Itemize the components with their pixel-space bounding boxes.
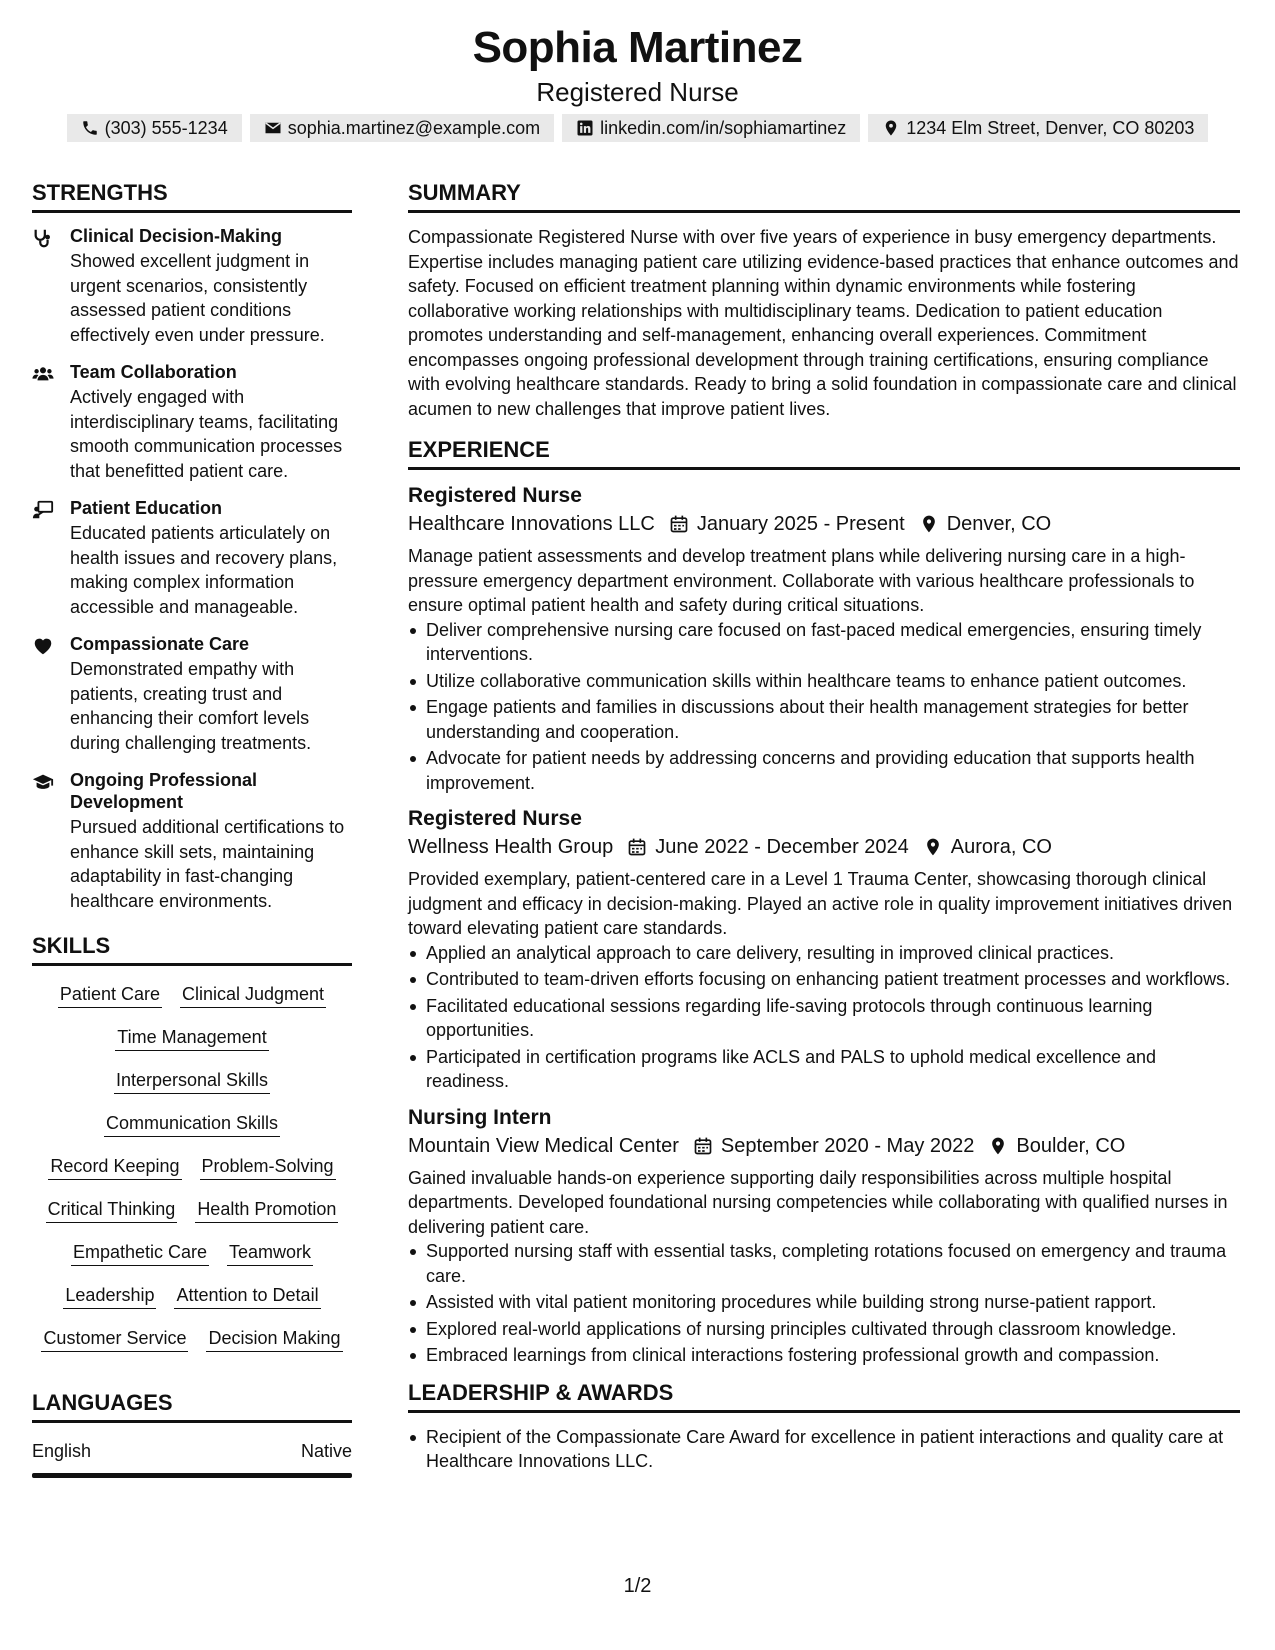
- resume-header: [0, 22, 1275, 108]
- strength-title: Compassionate Care: [70, 634, 250, 654]
- strength-title: Ongoing Professional Development: [70, 770, 258, 812]
- job-bullet: Applied an analytical approach to care delivery, resulting in improved clinical practices.: [408, 941, 1240, 966]
- skill-tag: Patient Care: [58, 982, 162, 1008]
- job-dates: January 2025 - Present: [696, 513, 905, 535]
- awards-list: [408, 1425, 1240, 1474]
- contact-phone[interactable]: [67, 114, 242, 142]
- summary-text: Compassionate Registered Nurse with over five years of experience in busy emergency departments. Expertise includes managing patient care utilizing evidence-based practices that enhance outcomes and safety. Focused on efficient treatment planning within dynamic environments while fostering collaborative working relationships with multidisciplinary teams. Dedication to patient education promotes understanding and self-management, enhancing overall experiences. Commitment encompasses ongoing professional development through training certifications, ensuring compliance with evolving healthcare standards. Ready to bring a solid foundation in compassionate care and clinical acumen to new challenges that improve patient lives.: [408, 227, 1239, 419]
- skill-tag: Problem-Solving: [200, 1154, 336, 1180]
- strength-item: [32, 361, 352, 483]
- teacher-icon: [32, 499, 54, 521]
- phone-text: (303) 555-1234: [104, 118, 228, 138]
- skill-tag: Decision Making: [206, 1326, 342, 1352]
- contact-address: [868, 114, 1208, 142]
- job-meta: [408, 833, 1240, 861]
- job-bullets: [408, 1239, 1240, 1368]
- job-bullet: Assisted with vital patient monitoring procedures while building strong nurse-patient rapport.: [408, 1290, 1240, 1315]
- strength-title: Clinical Decision-Making: [70, 226, 283, 246]
- location-pin-icon: [923, 837, 943, 857]
- left-column: [32, 178, 352, 1478]
- candidate-role: Registered Nurse: [536, 77, 739, 107]
- location-pin-icon: [882, 119, 900, 137]
- job-bullet: Embraced learnings from clinical interactions fostering professional growth and compassion.: [408, 1343, 1240, 1368]
- skill-tag: Time Management: [115, 1025, 268, 1051]
- skill-tag: Interpersonal Skills: [114, 1068, 270, 1094]
- job-bullet: Contributed to team-driven efforts focusing on enhancing patient treatment processes and workflows.: [408, 967, 1240, 992]
- job-meta: [408, 510, 1240, 538]
- location-pin-icon: [988, 1136, 1008, 1156]
- strength-title: Team Collaboration: [70, 362, 237, 382]
- job-company: Mountain View Medical Center: [408, 1134, 679, 1157]
- job-bullet: Deliver comprehensive nursing care focused on fast-paced medical emergencies, ensuring timely interventions.: [408, 618, 1240, 667]
- summary-heading: SUMMARY: [408, 178, 1240, 213]
- contact-bar: [0, 114, 1275, 142]
- strength-desc: Demonstrated empathy with patients, creating trust and enhancing their comfort levels during challenging treatments.: [70, 659, 312, 753]
- job-location: Denver, CO: [946, 513, 1052, 535]
- skill-tag: Clinical Judgment: [180, 982, 326, 1008]
- language-name: English: [32, 1441, 92, 1461]
- language-row: [32, 1435, 352, 1473]
- email-text: sophia.martinez@example.com: [287, 118, 541, 138]
- job-entry: [408, 482, 1240, 795]
- strengths-heading: STRENGTHS: [32, 178, 352, 213]
- strength-desc: Actively engaged with interdisciplinary teams, facilitating smooth communication processes that benefitted patient care.: [70, 387, 343, 481]
- calendar-icon: [669, 514, 689, 534]
- job-location: Boulder, CO: [1016, 1134, 1126, 1157]
- job-bullet: Participated in certification programs like ACLS and PALS to uphold medical excellence and readiness.: [408, 1045, 1240, 1094]
- award-item: Recipient of the Compassionate Care Award for excellence in patient interactions and quality care at Healthcare Innovations LLC.: [408, 1425, 1240, 1474]
- job-company: Healthcare Innovations LLC: [408, 513, 655, 535]
- job-dates: June 2022 - December 2024: [655, 836, 909, 858]
- location-pin-icon: [919, 514, 939, 534]
- job-bullet: Facilitated educational sessions regarding life-saving protocols through continuous learning opportunities.: [408, 994, 1240, 1043]
- skill-tag: Teamwork: [227, 1240, 313, 1266]
- job-description: Provided exemplary, patient-centered care in a Level 1 Trauma Center, showcasing thorough clinical judgment and efficacy in decision-making. Played an active role in quality improvement initiatives driven toward elevating patient care standards.: [408, 869, 1233, 938]
- language-level: Native: [300, 1441, 352, 1461]
- job-title: Registered Nurse: [408, 484, 582, 507]
- job-bullet: Engage patients and families in discussions about their health management strategies for better understanding and cooperation.: [408, 695, 1240, 744]
- skill-tag: Critical Thinking: [46, 1197, 178, 1223]
- job-dates: September 2020 - May 2022: [720, 1134, 975, 1157]
- page-number: 1/2: [623, 1575, 652, 1597]
- awards-heading: LEADERSHIP & AWARDS: [408, 1378, 1240, 1413]
- strength-desc: Pursued additional certifications to enhance skill sets, maintaining adaptability in fast-changing healthcare environments.: [70, 817, 345, 911]
- skill-tag: Health Promotion: [195, 1197, 338, 1223]
- phone-icon: [81, 119, 99, 137]
- stethoscope-icon: [32, 227, 54, 249]
- strength-title: Patient Education: [70, 498, 223, 518]
- skill-tag: Customer Service: [41, 1326, 188, 1352]
- skills-heading: SKILLS: [32, 931, 352, 966]
- job-description: Gained invaluable hands-on experience supporting daily responsibilities across multiple hospital departments. Developed foundational nursing competencies while collaborating with qualified nurses in delivering patient care.: [408, 1167, 1228, 1237]
- skill-tag: Record Keeping: [48, 1154, 181, 1180]
- calendar-icon: [627, 837, 647, 857]
- strength-item: [32, 769, 352, 913]
- language-level-bar: [32, 1473, 352, 1478]
- strength-desc: Educated patients articulately on health issues and recovery plans, making complex information accessible and manageable.: [70, 523, 338, 617]
- skill-tag: Empathetic Care: [71, 1240, 209, 1266]
- job-bullet: Explored real-world applications of nursing principles cultivated through classroom knowledge.: [408, 1317, 1240, 1342]
- contact-email[interactable]: [250, 114, 554, 142]
- strength-item: [32, 225, 352, 347]
- envelope-icon: [264, 119, 282, 137]
- job-description: Manage patient assessments and develop treatment plans while delivering nursing care in a high-pressure emergency department environment. Collaborate with various healthcare professionals to ensure optimal patient health and safety during critical situations.: [408, 546, 1195, 615]
- job-bullet: Advocate for patient needs by addressing concerns and providing education that supports health improvement.: [408, 746, 1240, 795]
- address-text: 1234 Elm Street, Denver, CO 80203: [906, 118, 1195, 138]
- heart-icon: [32, 635, 54, 657]
- job-bullet: Supported nursing staff with essential tasks, completing rotations focused on emergency and trauma care.: [408, 1239, 1240, 1288]
- right-column: [408, 178, 1240, 1476]
- job-title: Registered Nurse: [408, 807, 582, 830]
- strength-item: [32, 633, 352, 755]
- strength-desc: Showed excellent judgment in urgent scenarios, consistently assessed patient conditions effectively even under pressure.: [70, 251, 325, 345]
- skill-tag: Attention to Detail: [174, 1283, 320, 1309]
- linkedin-icon: [576, 119, 594, 137]
- graduation-cap-icon: [32, 771, 54, 793]
- linkedin-text: linkedin.com/in/sophiamartinez: [600, 118, 847, 138]
- skills-list: [32, 978, 352, 1372]
- strength-item: [32, 497, 352, 619]
- calendar-icon: [693, 1136, 713, 1156]
- experience-heading: EXPERIENCE: [408, 435, 1240, 470]
- skill-tag: Leadership: [63, 1283, 156, 1309]
- job-meta: [408, 1132, 1240, 1160]
- job-bullets: [408, 941, 1240, 1094]
- contact-linkedin[interactable]: [562, 114, 860, 142]
- job-bullets: [408, 618, 1240, 796]
- job-entry: [408, 1104, 1240, 1368]
- users-icon: [32, 363, 54, 385]
- languages-heading: LANGUAGES: [32, 1388, 352, 1423]
- skill-tag: Communication Skills: [104, 1111, 280, 1137]
- job-location: Aurora, CO: [950, 836, 1052, 858]
- job-bullet: Utilize collaborative communication skills within healthcare teams to enhance patient outcomes.: [408, 669, 1240, 694]
- job-company: Wellness Health Group: [408, 836, 614, 858]
- candidate-name: Sophia Martinez: [472, 23, 803, 72]
- job-entry: [408, 805, 1240, 1094]
- job-title: Nursing Intern: [408, 1105, 552, 1129]
